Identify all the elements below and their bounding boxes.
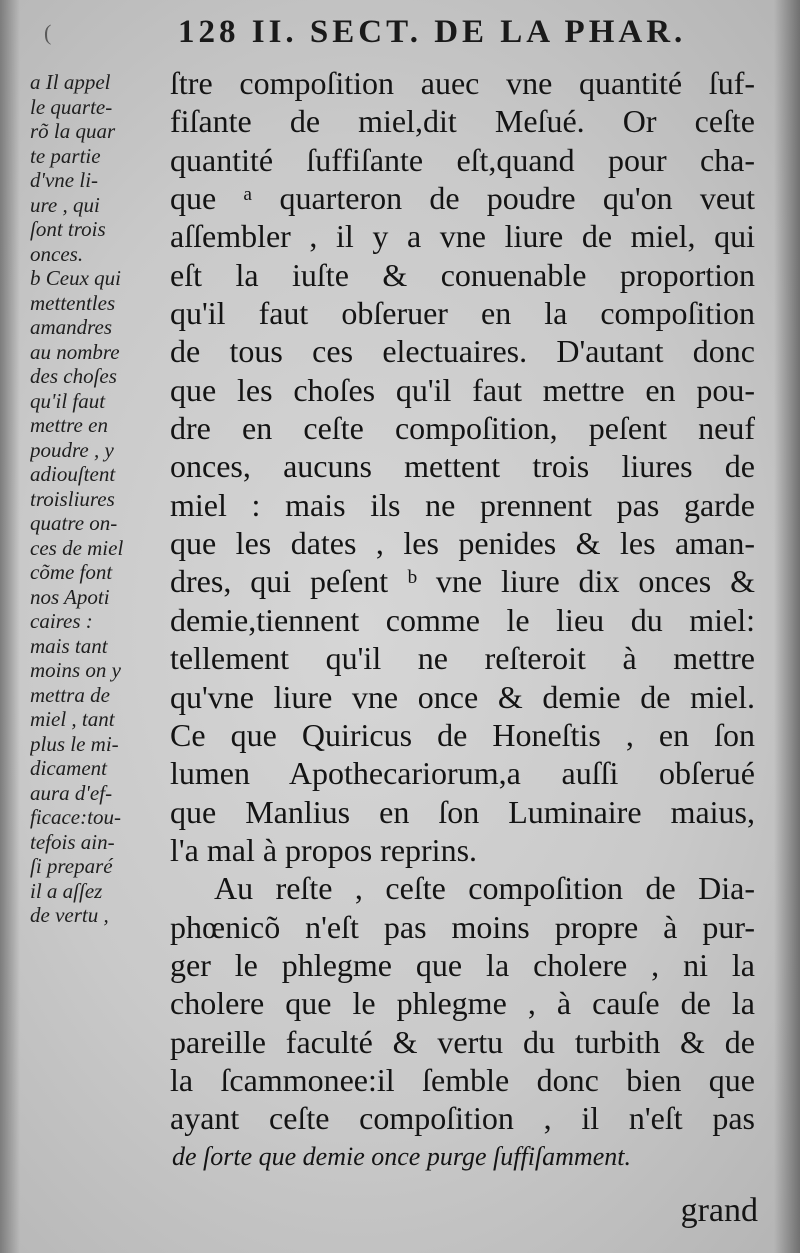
margin-note-line: de vertu , — [30, 903, 109, 927]
margin-note-line: mais tant — [30, 633, 108, 658]
body-line: qu'il faut obſeruer en la compoſition — [170, 295, 755, 332]
body-line: quantité ſuffiſante eſt,quand pour cha- — [170, 141, 755, 178]
body-line: que les choſes qu'il faut mettre en pou- — [170, 371, 755, 408]
margin-note-line: ficace:tou- — [30, 805, 121, 829]
body-text — [170, 64, 755, 1176]
left-margin-mark: ( — [44, 20, 52, 45]
margin-note-line: te partie — [30, 143, 101, 168]
margin-note-line: qu'il faut — [30, 388, 106, 413]
margin-note-line: cõme font — [30, 560, 113, 584]
margin-note-line: miel , tant — [30, 707, 115, 731]
margin-note-line: tefois ain- — [30, 829, 115, 854]
body-line: onces, aucuns mettent trois liures de — [170, 448, 755, 485]
margin-note-line: mettentles — [30, 290, 116, 315]
body-line: l'a mal à propos reprins. — [170, 831, 478, 868]
margin-note-line: onces. — [30, 241, 84, 266]
margin-note-line: quatre on- — [30, 511, 118, 535]
margin-note-line: nos Apoti — [30, 584, 110, 609]
margin-note-line: le quarte- — [30, 94, 113, 119]
body-line: demie,tiennent comme le lieu du miel: — [170, 601, 755, 638]
running-head: 128 II. SECT. DE LA PHAR. — [178, 14, 687, 50]
margin-note-line: il a aſſez — [30, 878, 103, 903]
margin-note-line: troisliures — [30, 486, 115, 511]
body-line: phœnicõ n'eſt pas moins propre à pur- — [170, 908, 755, 945]
margin-note-line: plus le mi- — [30, 731, 119, 756]
margin-note-line: au nombre — [30, 339, 120, 364]
margin-note-line: ſi preparé — [30, 854, 113, 878]
body-line: tellement qu'il ne reſteroit à mettre — [170, 640, 755, 677]
body-line: ſtre compoſition auec vne quantité ſuf- — [170, 65, 755, 101]
margin-note-line: ces de miel — [30, 535, 124, 560]
body-line: Ce que Quiricus de Honeſtis , en ſon — [170, 716, 755, 753]
body-line: pareille faculté & vertu du turbith & de — [170, 1023, 755, 1060]
margin-note-line: moins on y — [30, 658, 121, 682]
margin-note-line: aura d'ef- — [30, 780, 113, 805]
body-line: cholere que le phlegme , à cauſe de la — [170, 985, 755, 1022]
body-line: ger le phlegme que la cholere , ni la — [170, 946, 755, 983]
margin-note-line: poudre , y — [30, 437, 114, 462]
marginal-notes — [30, 70, 168, 928]
body-line: Au reſte , ceſte compoſition de Dia- — [214, 870, 755, 907]
body-line: lumen Apothecariorum,a auſſi obſerué — [170, 755, 755, 792]
margin-note-line: adiouſtent — [30, 462, 116, 486]
body-line: fiſante de miel,dit Meſué. Or ceſte — [170, 103, 755, 140]
margin-note-line: des choſes — [30, 364, 117, 388]
page-left-edge-shadow — [0, 0, 20, 1253]
margin-note-line: b Ceux qui — [30, 266, 121, 290]
body-line: dres, qui peſent ᵇ vne liure dix onces & — [170, 563, 755, 600]
margin-note-line: ure , qui — [30, 192, 100, 217]
margin-note-line: mettra de — [30, 682, 110, 707]
margin-note-line: rõ la quar — [30, 119, 116, 143]
catchword: grand — [680, 1192, 758, 1229]
page-right-edge-shadow — [774, 0, 800, 1253]
margin-note-line: a Il appel — [30, 70, 111, 94]
body-line: ayant ceſte compoſition , il n'eſt pas — [170, 1100, 755, 1137]
margin-note-line: caires : — [30, 609, 93, 633]
margin-note-line: dicament — [30, 756, 107, 780]
body-line: que ᵃ quarteron de poudre qu'on veut — [170, 180, 755, 217]
body-line: eſt la iuſte & conuenable proportion — [170, 256, 755, 293]
body-line: que Manlius en ſon Luminaire maius, — [170, 793, 755, 830]
body-line: de tous ces electuaires. D'autant donc — [170, 333, 755, 370]
body-line: aſſembler , il y a vne liure de miel, qui — [170, 218, 755, 255]
margin-note-line: mettre en — [30, 413, 108, 437]
body-line: que les dates , les penides & les aman- — [170, 525, 755, 562]
body-line: la ſcammonee:il ſemble donc bien que — [170, 1061, 755, 1098]
margin-note-line: amandres — [30, 315, 113, 339]
margin-note-line: ſont trois — [30, 217, 106, 241]
body-line: de ſorte que demie once purge ſuffiſamment. — [172, 1141, 631, 1171]
body-line: qu'vne liure vne once & demie de miel. — [170, 678, 755, 715]
body-line: miel : mais ils ne prennent pas garde — [170, 486, 755, 523]
body-line: dre en ceſte compoſition, peſent neuf — [170, 410, 755, 447]
margin-note-line: d'vne li- — [30, 168, 99, 192]
